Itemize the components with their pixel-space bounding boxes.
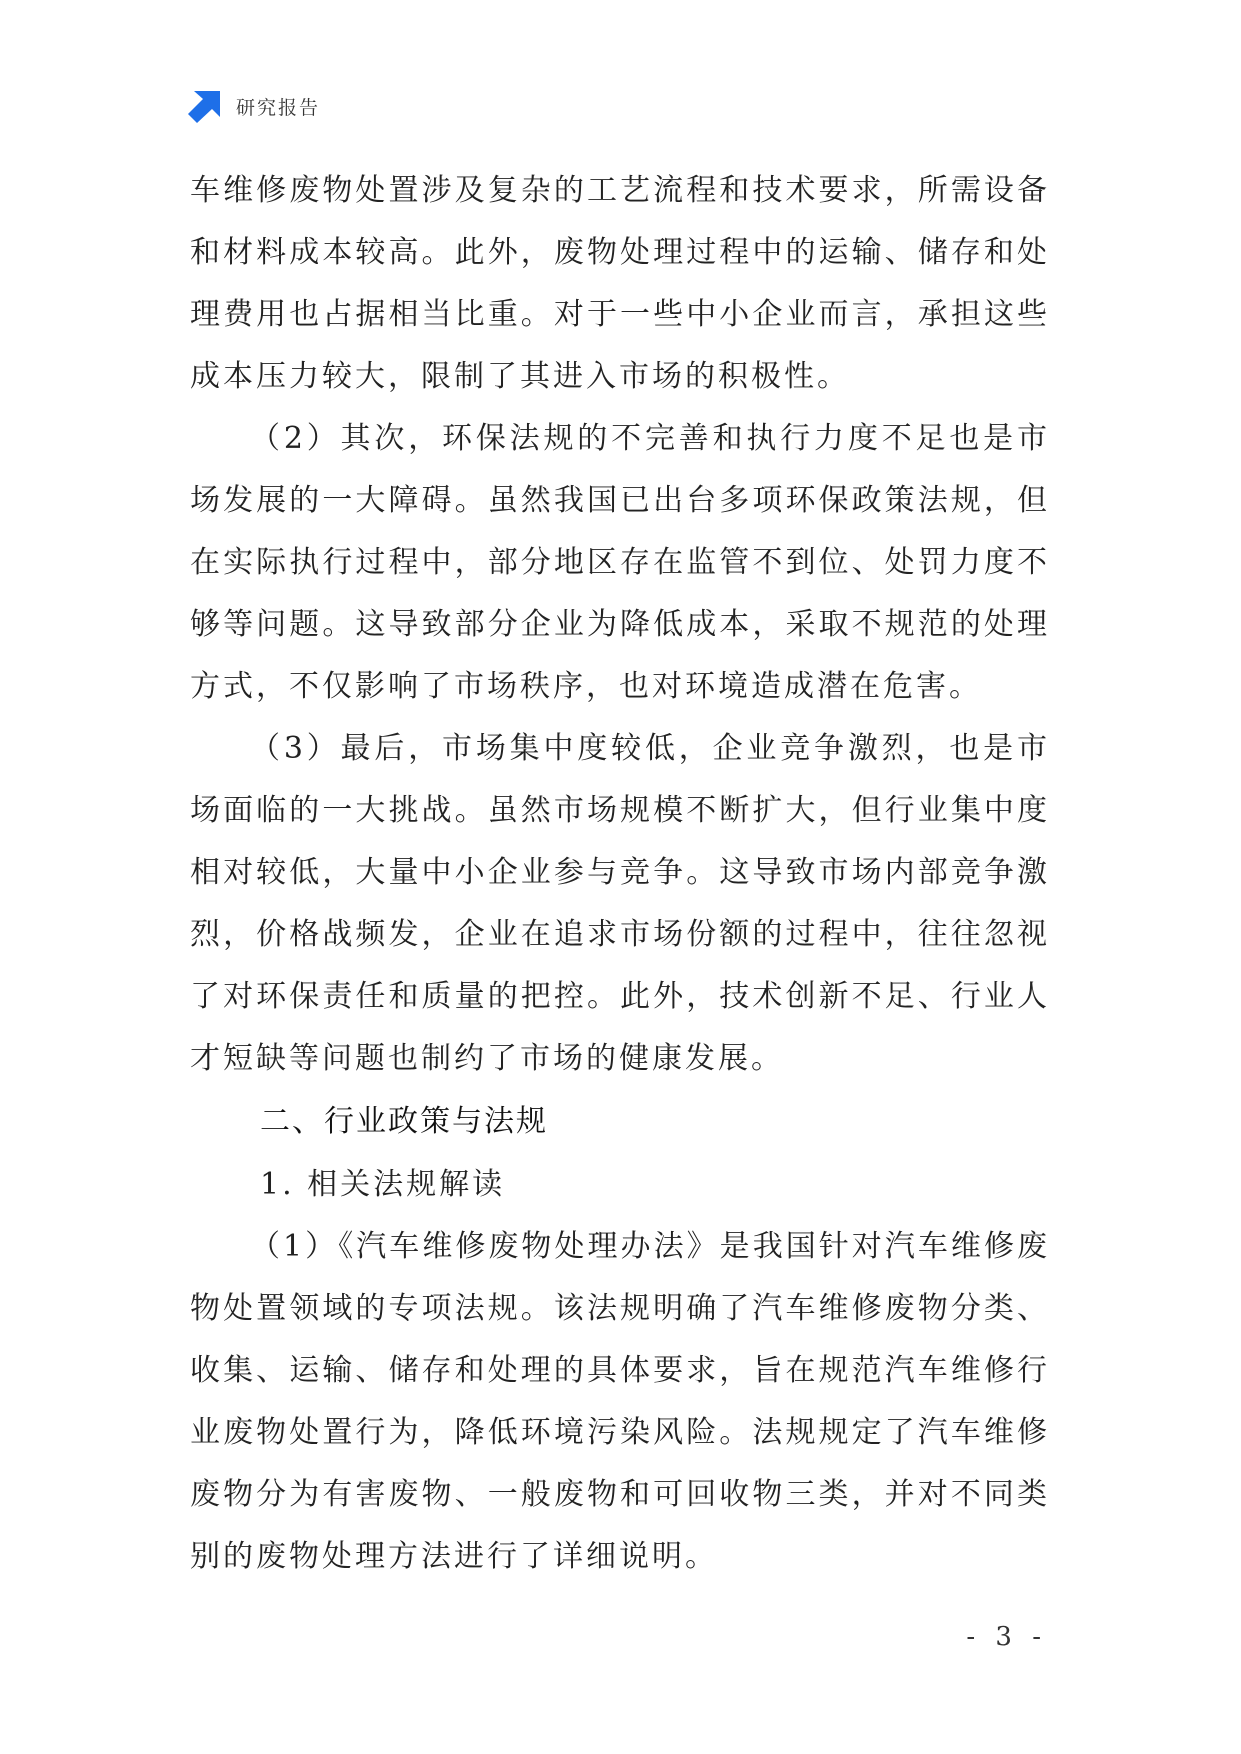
- document-body: [190, 160, 1050, 1588]
- arrow-up-right-icon: [188, 89, 222, 123]
- paragraph-regulation: （1）《汽车维修废物处理办法》是我国针对汽车维修废物处置领域的专项法规。该法规明确了汽车维修废物分类、收集、运输、储存和处理的具体要求，旨在规范汽车维修行业废物处置行为，降低环境污染风险。法规规定了汽车维修废物分为有害废物、一般废物和可回收物三类，并对不同类别的废物处理方法进行了详细说明。: [190, 1229, 1050, 1574]
- header-title: 研究报告: [236, 96, 321, 119]
- paragraph-point-3: （3）最后，市场集中度较低，企业竞争激烈，也是市场面临的一大挑战。虽然市场规模不断扩大，但行业集中度相对较低，大量中小企业参与竞争。这导致市场内部竞争激烈，价格战频发，企业在追求市场份额的过程中，往往忽视了对环保责任和质量的把控。此外，技术创新不足、行业人才短缺等问题也制约了市场的健康发展。: [190, 731, 1050, 1076]
- paragraph-point-2: （2）其次，环保法规的不完善和执行力度不足也是市场发展的一大障碍。虽然我国已出台多项环保政策法规，但在实际执行过程中，部分地区存在监管不到位、处罚力度不够等问题。这导致部分企业为降低成本，采取不规范的处理方式，不仅影响了市场秩序，也对环境造成潜在危害。: [190, 421, 1050, 704]
- subsection-heading: 1. 相关法规解读: [260, 1167, 506, 1202]
- paragraph-continuation: 车维修废物处置涉及复杂的工艺流程和技术要求，所需设备和材料成本较高。此外，废物处理过程中的运输、储存和处理费用也占据相当比重。对于一些中小企业而言，承担这些成本压力较大，限制了其进入市场的积极性。: [190, 173, 1050, 394]
- report-header: [188, 88, 320, 124]
- page-number: - 3 -: [966, 1622, 1047, 1652]
- section-heading: 二、行业政策与法规: [260, 1104, 548, 1139]
